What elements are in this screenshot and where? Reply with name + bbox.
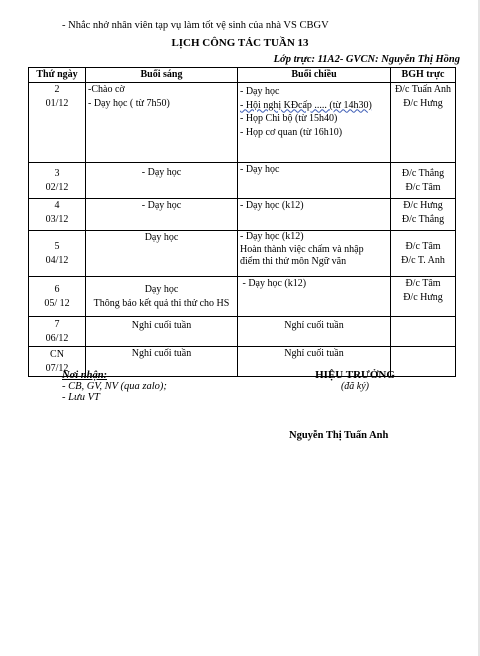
day-date: 04/12 xyxy=(45,254,69,266)
day-cell xyxy=(29,317,86,347)
day-number: 3 xyxy=(54,168,60,179)
header-afternoon: Buổi chiều xyxy=(238,68,391,83)
morning-cell xyxy=(86,199,238,231)
signer-role: HIỆU TRƯỞNG xyxy=(315,369,395,381)
afternoon-item: - Họp cơ quan (từ 16h10) xyxy=(240,126,343,138)
bgh-cell xyxy=(391,231,456,277)
morning-cell xyxy=(86,163,238,199)
day-cell xyxy=(29,199,86,231)
morning-item: -Chào cờ xyxy=(88,84,125,95)
day-date: 05/ 12 xyxy=(44,297,70,309)
morning-cell xyxy=(86,317,238,347)
morning-item: Nghỉ cuối tuần xyxy=(131,320,192,331)
day-cell xyxy=(29,163,86,199)
header-bgh: BGH trực xyxy=(391,68,456,83)
afternoon-item: - Dạy học xyxy=(240,86,280,97)
afternoon-item: Hoàn thành việc chấm và nhập xyxy=(240,243,364,255)
day-number: 2 xyxy=(54,84,60,95)
afternoon-cell xyxy=(238,163,391,199)
afternoon-item: - Dạy học xyxy=(240,164,280,175)
morning-item: - Dạy học xyxy=(141,167,182,178)
recipient-item: - CB, GV, NV (qua zalo); xyxy=(62,381,167,392)
afternoon-item: điểm thi thử môn Ngữ văn xyxy=(240,256,347,267)
bgh-name: Đ/c Tâm xyxy=(405,241,441,252)
header-day: Thứ ngày xyxy=(29,68,86,83)
morning-item: Dạy học xyxy=(144,284,179,295)
afternoon-item: - Dạy học (k12) xyxy=(240,200,304,211)
signature-block xyxy=(300,369,410,392)
bgh-name: Đ/c Tuấn Anh xyxy=(394,84,452,95)
bgh-cell xyxy=(391,83,456,163)
header-morning: Buổi sáng xyxy=(86,68,238,83)
bgh-cell xyxy=(391,163,456,199)
day-date: 02/12 xyxy=(45,181,69,193)
bgh-name: Đ/c Hưng xyxy=(403,200,443,211)
day-cell xyxy=(29,277,86,317)
bgh-cell xyxy=(391,317,456,347)
note-line: - Nhắc nhở nhân viên tạp vụ làm tốt vệ sinh của nhà VS CBGV xyxy=(62,20,329,31)
table-header-row xyxy=(29,68,456,83)
day-date: 06/12 xyxy=(45,332,69,344)
bgh-name: Đ/c Tâm xyxy=(405,278,441,289)
table-row xyxy=(29,317,456,347)
day-number: CN xyxy=(50,349,64,360)
day-number: 7 xyxy=(54,319,60,330)
day-number: 6 xyxy=(54,284,60,295)
afternoon-cell xyxy=(238,277,391,317)
day-cell xyxy=(29,83,86,163)
afternoon-item: - Dạy học (k12) xyxy=(240,278,307,289)
table-row xyxy=(29,83,456,163)
day-number: 5 xyxy=(54,241,60,252)
afternoon-item: Nghỉ cuối tuần xyxy=(284,320,344,331)
day-number: 4 xyxy=(54,200,60,211)
bgh-name: Đ/c Thắng xyxy=(401,168,445,179)
afternoon-cell xyxy=(238,199,391,231)
morning-cell xyxy=(86,83,238,163)
morning-item: Dạy học xyxy=(144,232,179,243)
bgh-name: Đ/c Thắng xyxy=(401,213,445,225)
morning-cell xyxy=(86,277,238,317)
morning-item: Nghỉ cuối tuần xyxy=(131,348,192,359)
recipient-item: - Lưu VT xyxy=(62,392,100,403)
bgh-name: Đ/c Tâm xyxy=(405,181,441,193)
morning-item: - Dạy học ( từ 7h50) xyxy=(88,97,170,109)
signed-note: (đã ký) xyxy=(340,381,370,392)
day-date: 03/12 xyxy=(45,213,69,225)
table-row xyxy=(29,277,456,317)
recipients-heading: Nơi nhận: xyxy=(62,370,108,381)
bgh-cell xyxy=(391,277,456,317)
signer-name: Nguyễn Thị Tuấn Anh xyxy=(289,430,389,441)
duty-class-line: Lớp trực: 11A2- GVCN: Nguyễn Thị Hồng xyxy=(273,54,460,65)
document-title: LỊCH CÔNG TÁC TUẦN 13 xyxy=(171,37,309,49)
table-row xyxy=(29,231,456,277)
table-row xyxy=(29,163,456,199)
afternoon-item: - Họp Chi bộ (từ 15h40) xyxy=(240,113,338,124)
recipients-block xyxy=(62,370,167,403)
morning-item: - Dạy học xyxy=(141,200,182,211)
afternoon-item: - Dạy học (k12) xyxy=(240,231,304,242)
afternoon-cell xyxy=(238,231,391,277)
morning-cell xyxy=(86,231,238,277)
day-cell xyxy=(29,231,86,277)
day-date: 01/12 xyxy=(45,97,69,109)
bgh-cell xyxy=(391,199,456,231)
bgh-name: Đ/c Hưng xyxy=(403,97,443,109)
afternoon-item: Nghỉ cuối tuần xyxy=(284,348,344,359)
schedule-table xyxy=(28,67,456,377)
afternoon-item: - Hội nghị KĐcấp ..... (từ 14h30) xyxy=(240,99,372,111)
afternoon-cell xyxy=(238,317,391,347)
bgh-name: Đ/c T. Anh xyxy=(401,254,445,266)
table-row xyxy=(29,199,456,231)
morning-item: Thông báo kết quả thi thử cho HS xyxy=(93,297,230,309)
day-date: 07/12 xyxy=(45,362,69,374)
afternoon-cell xyxy=(238,83,391,163)
bgh-name: Đ/c Hưng xyxy=(403,291,443,303)
